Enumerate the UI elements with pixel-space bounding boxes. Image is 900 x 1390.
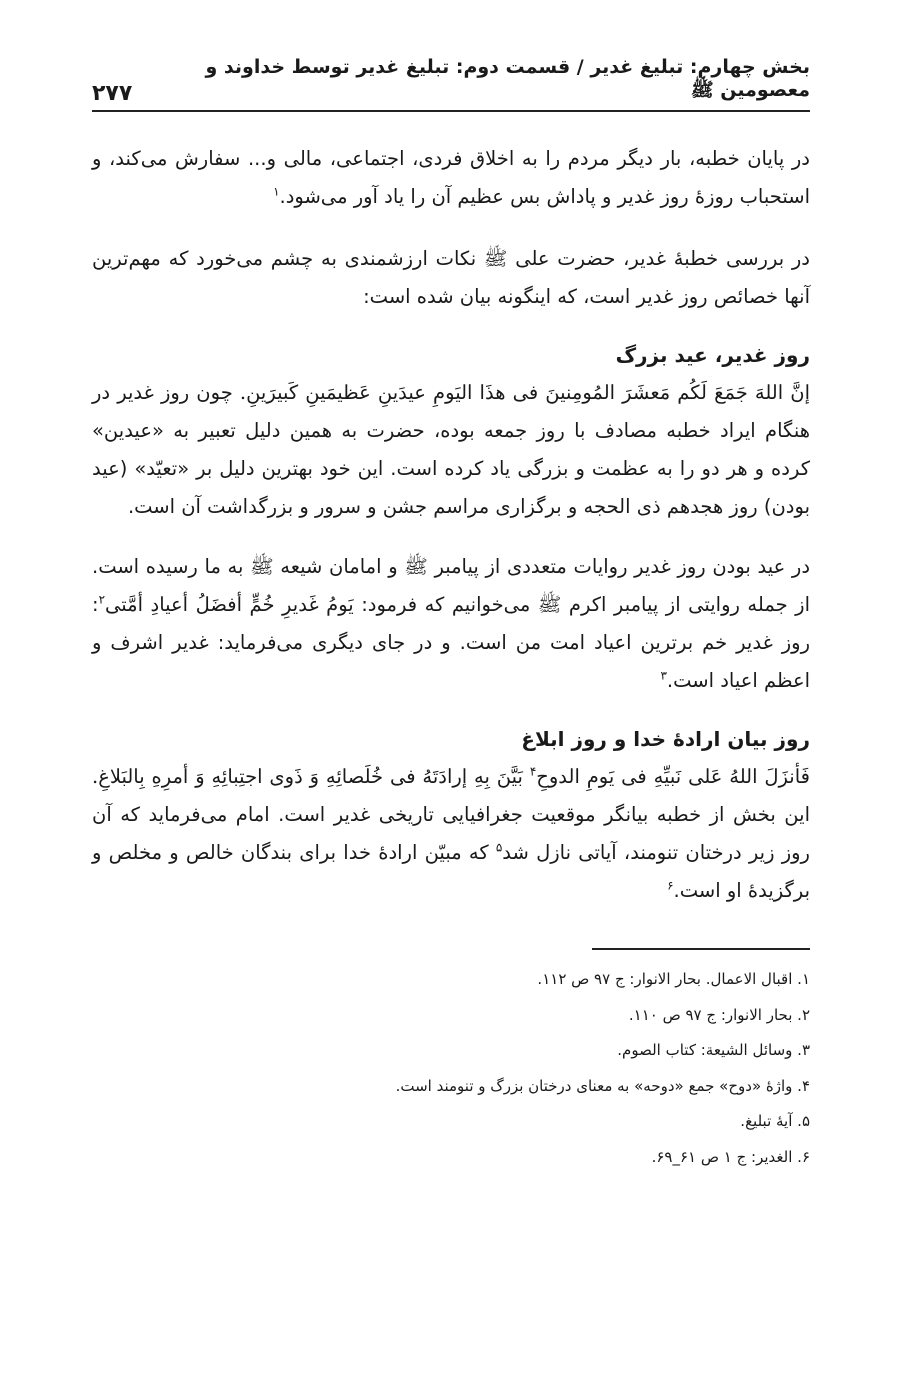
book-page (92, 56, 811, 1175)
paragraph-1-text: در پایان خطبه، بار دیگر مردم را به اخلاق فردی، اجتماعی، مالی و... سفارش می‌کند، و استحباب روزهٔ روز غدیر و پاداش بس عظیم آن را یاد آور می‌شود. (92, 147, 810, 208)
page-number: ۲۷۷ (92, 81, 133, 106)
paragraph-3-text: چون روز غدیر در هنگام ایراد خطبه مصادف با روز جمعه بوده، حضرت به همین دلیل تعبیر به «عیدین» کرده و هر دو را به عظمت و بزرگی یاد کرده است. این خود بهترین دلیل بر «تعیّد» (عید بودن) روز هجدهم ذی الحجه و برگزاری مراسم جشن و سرور و بزرگداشت آن است. (92, 381, 810, 518)
footnote-3: ۳. وسائل الشیعة: کتاب الصوم. (617, 1041, 810, 1059)
footnote-ref-6: ۶ (667, 878, 674, 893)
running-header (92, 56, 810, 112)
footnote-divider (592, 948, 810, 950)
paragraph-5-text-a: این بخش از خطبه بیانگر موقعیت جغرافیایی تاریخی غدیر است. امام می‌فرماید که آن روز زیر درختان تنومند، آیاتی نازل شد (92, 803, 810, 864)
arabic-quote-2: یَومُ غَدیرِ خُمٍّ أفضَلُ أعیادِ أمَّتی (105, 593, 354, 616)
paragraph-5 (92, 758, 810, 910)
footnote-2: ۲. بحار الانوار: ج ۹۷ ص ۱۱۰. (628, 1005, 810, 1024)
section-heading-2: روز بیان ارادهٔ خدا و روز ابلاغ (521, 727, 810, 751)
paragraph-5-text-b: که مبیّن ارادهٔ خدا برای بندگان خالص و مخلص و برگزیدهٔ او است. (92, 841, 810, 902)
arabic-quote-3b: بَیَّنَ بِهِ إرادَتَهُ فی خُلَصائِهِ وَ ذَوی اجتِبائِهِ وَ أمرِهِ بِالبَلاغِ. (92, 765, 523, 788)
paragraph-4-text-a: در عید بودن روز غدیر روایات متعددی از پیامبر ﷺ و امامان شیعه ﷺ به ما رسیده است. از جمله روایتی از پیامبر اکرم ﷺ می‌خوانیم که فرمود: (92, 555, 810, 616)
footnote-ref-5: ۵ (495, 840, 503, 855)
paragraph-1 (92, 140, 810, 216)
arabic-quote-1: إنَّ اللهَ جَمَعَ لَکُم مَعشَرَ المُومِنینَ فی هذَا الیَومِ عیدَینِ عَظیمَینِ کَبیرَینِ. (239, 381, 811, 404)
footnote-5: ۵. آیهٔ تبلیغ. (740, 1112, 810, 1130)
footnote-ref-4: ۴ (529, 764, 537, 779)
paragraph-4-text-b: : روز غدیر خم برترین اعیاد امت من است. و در جای دیگری می‌فرماید: غدیر اشرف و اعظم اعیاد است. (92, 593, 810, 692)
section-heading-1: روز غدیر، عید بزرگ (615, 343, 810, 367)
paragraph-3 (92, 374, 810, 526)
paragraph-4 (92, 548, 810, 700)
footnotes (92, 962, 810, 1175)
footnote-6: ۶. الغدیر: ج ۱ ص ۶۱_۶۹. (651, 1147, 810, 1166)
arabic-quote-3a: فَأنزَلَ اللهُ عَلی نَبیِّهِ فی یَومِ الدوحِ (536, 765, 811, 788)
footnote-1: ۱. اقبال الاعمال. بحار الانوار: ج ۹۷ ص ۱۱۲. (537, 970, 810, 988)
footnote-ref-1: ۱ (273, 184, 280, 199)
footnote-ref-2: ۲ (98, 592, 106, 607)
header-title: بخش چهارم: تبلیغ غدیر / قسمت دوم: تبلیغ غدیر توسط خداوند و معصومین ﷺ (205, 56, 810, 101)
paragraph-2: در بررسی خطبهٔ غدیر، حضرت علی ﷺ نکات ارزشمندی به چشم می‌خورد که مهم‌ترین آنها خصائص روز غدیر است، که اینگونه بیان شده است: (92, 247, 810, 308)
footnote-4: ۴. واژهٔ «دوح» جمع «دوحه» به معنای درختان بزرگ و تنومند است. (395, 1076, 810, 1095)
footnote-ref-3: ۳ (660, 668, 667, 683)
